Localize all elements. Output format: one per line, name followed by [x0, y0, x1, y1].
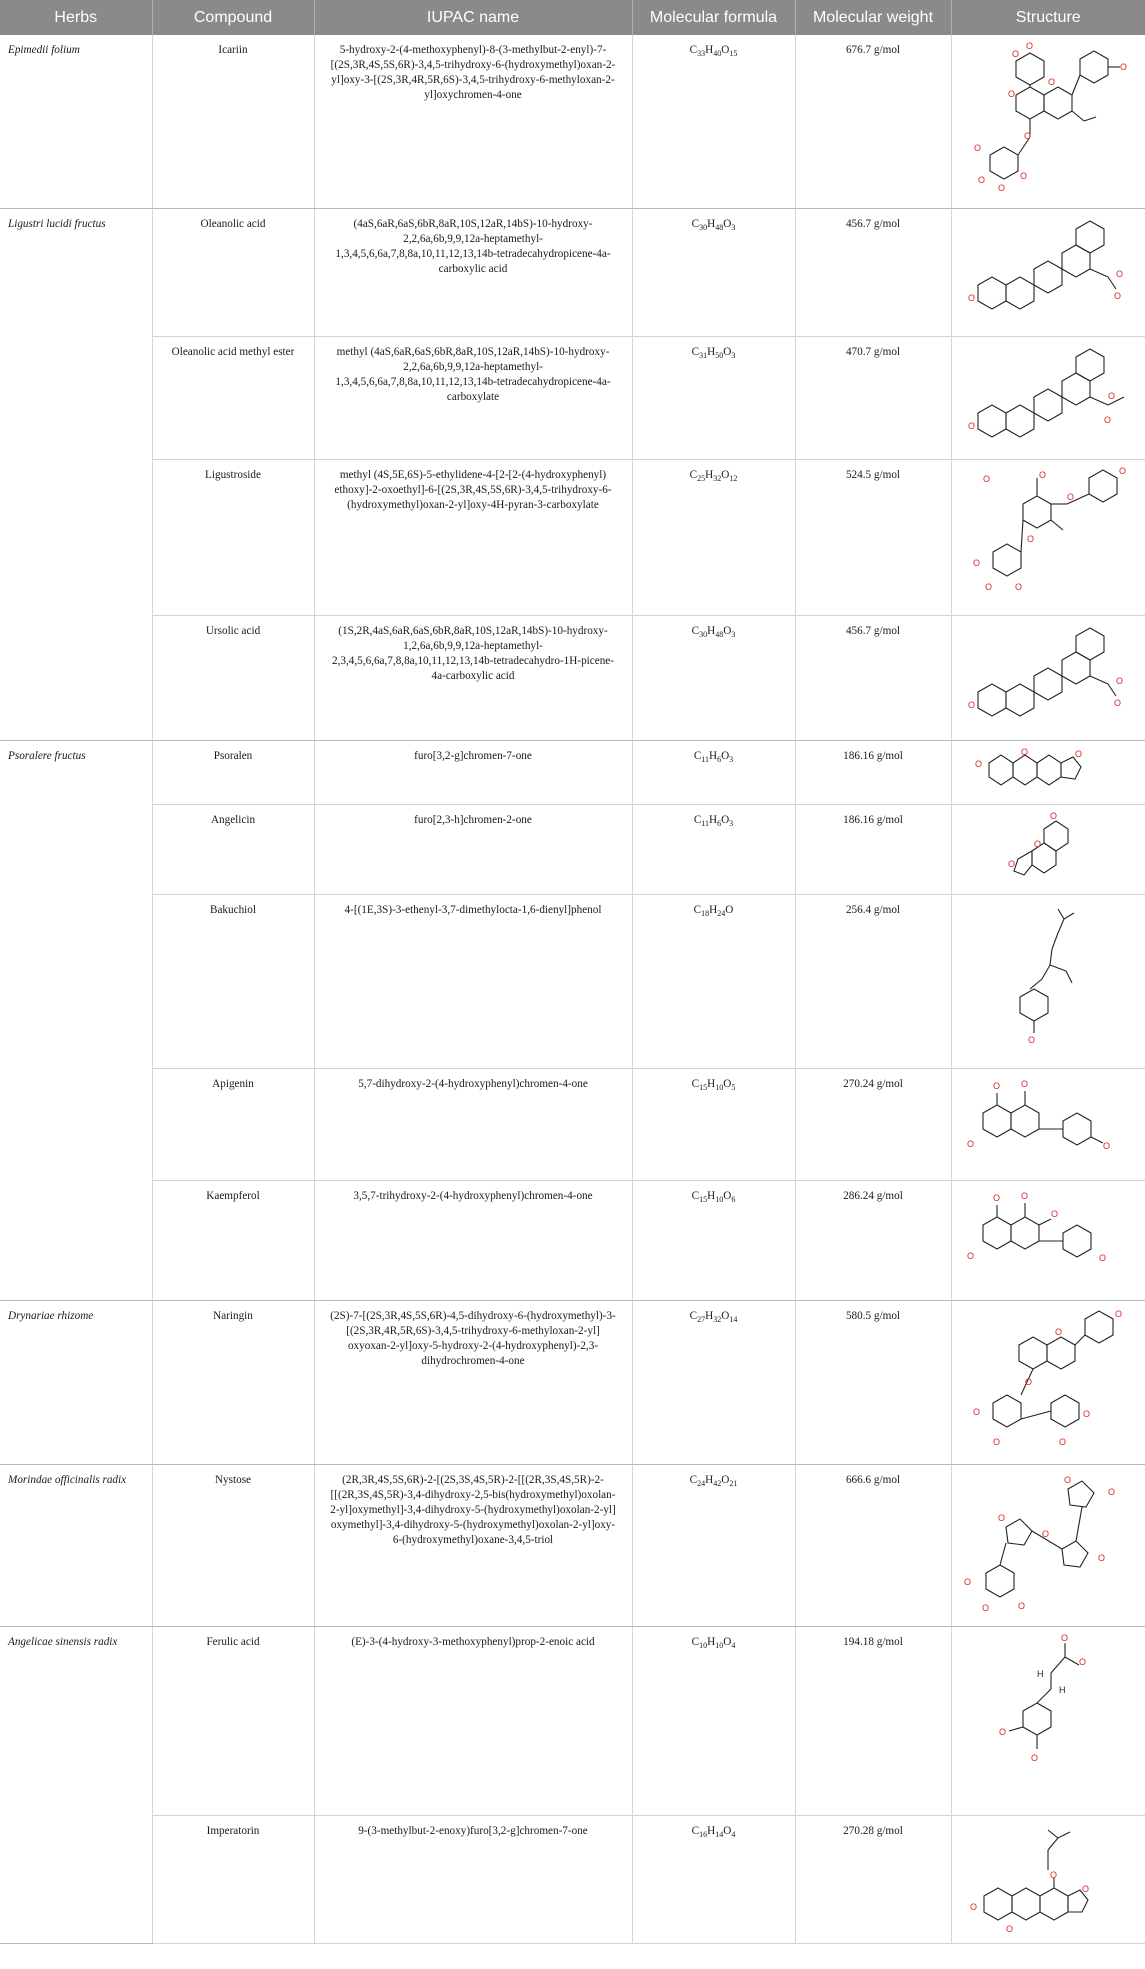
molecular-formula-cell: [632, 615, 795, 740]
structure-cell: [951, 1464, 1145, 1626]
column-header-molecular-weight: Molecular weight: [795, 0, 951, 35]
formula-subscript: 21: [729, 1478, 738, 1488]
atom-label: O: [1099, 1252, 1107, 1263]
structure-cell: [951, 804, 1145, 894]
formula-element: C: [693, 749, 702, 762]
formula-subscript: 48: [715, 222, 724, 232]
naringin-structure-icon: [963, 1305, 1133, 1455]
atom-label: O: [982, 1602, 990, 1613]
formula-subscript: 42: [713, 1478, 722, 1488]
atom-label: O: [1021, 1078, 1029, 1089]
formula-element: H: [705, 44, 714, 56]
atom-label: O: [964, 1576, 972, 1587]
atom-label: O: [1108, 390, 1116, 401]
molecular-weight-cell: 470.7 g/mol: [795, 336, 951, 459]
table-row: [0, 35, 1145, 208]
formula-element: H: [708, 813, 718, 826]
atom-label: O: [1034, 838, 1042, 849]
formula-subscript: 6: [731, 1194, 736, 1204]
formula-element: O: [723, 1189, 732, 1202]
atom-label: O: [1083, 1408, 1091, 1419]
bakuchiol-structure-icon: [988, 899, 1108, 1059]
formula-subscript: 32: [713, 1314, 722, 1324]
oleanolic-acid-structure-icon: [968, 213, 1128, 323]
herb-cell: Psoralere fructus: [0, 740, 152, 1300]
formula-subscript: 15: [699, 1194, 708, 1204]
molecular-formula-cell: [632, 1626, 795, 1815]
formula-subscript: 11: [701, 754, 709, 764]
formula-element: C: [691, 1824, 700, 1837]
compound-cell: Oleanolic acid methyl ester: [152, 336, 314, 459]
apigenin-structure-icon: [963, 1073, 1133, 1173]
formula-subscript: 24: [717, 908, 726, 918]
atom-label: O: [1104, 414, 1112, 425]
atom-label: O: [999, 1726, 1007, 1737]
molecular-formula-cell: [632, 1464, 795, 1626]
formula-element: H: [707, 345, 716, 358]
formula-element: H: [707, 1077, 716, 1090]
formula-element: O: [721, 1309, 730, 1322]
structure-cell: [951, 894, 1145, 1068]
molecular-formula-cell: [632, 35, 795, 208]
structure-cell: [951, 35, 1145, 208]
molecular-formula-cell: [632, 894, 795, 1068]
compound-cell: Oleanolic acid: [152, 208, 314, 336]
formula-subscript: 32: [713, 473, 722, 483]
compound-cell: Naringin: [152, 1300, 314, 1464]
molecular-weight-cell: 666.6 g/mol: [795, 1464, 951, 1626]
atom-label: O: [975, 758, 983, 769]
formula-element: O: [721, 749, 730, 762]
formula-subscript: 12: [729, 473, 738, 483]
atom-label: O: [967, 1250, 975, 1261]
iupac-name-cell: furo[3,2-g]chromen-7-one: [314, 740, 632, 804]
formula-subscript: 40: [713, 49, 722, 59]
formula-element: C: [691, 1077, 700, 1090]
formula-element: O: [723, 1077, 732, 1090]
formula-subscript: 31: [699, 350, 708, 360]
formula-subscript: 10: [699, 1640, 708, 1650]
column-header-structure: Structure: [951, 0, 1145, 35]
molecular-formula-cell: [632, 1815, 795, 1943]
molecular-formula-cell: [632, 208, 795, 336]
angelicin-structure-icon: [988, 809, 1108, 889]
atom-label: O: [968, 420, 976, 431]
header-row: [0, 0, 1145, 35]
atom-label: O: [1075, 748, 1083, 759]
atom-label: O: [1108, 1486, 1116, 1497]
atom-label: O: [998, 183, 1006, 193]
iupac-name-cell: methyl (4aS,6aR,6aS,6bR,8aR,10S,12aR,14bS)-10-hydroxy-2,2,6a,6b,9,9,12a-heptamethyl-1,3,4,5,6,6a,7,8,8a,10,11,12,13,14b-tetradecahydropicene-4a-carboxylate: [314, 336, 632, 459]
column-header-herbs: Herbs: [0, 0, 152, 35]
iupac-name-cell: 5,7-dihydroxy-2-(4-hydroxyphenyl)chromen-4-one: [314, 1068, 632, 1180]
formula-subscript: 48: [715, 629, 724, 639]
iupac-name-cell: 4-[(1E,3S)-3-ethenyl-3,7-dimethylocta-1,6-dienyl]phenol: [314, 894, 632, 1068]
formula-subscript: 10: [715, 1640, 724, 1650]
molecular-formula-cell: [632, 740, 795, 804]
formula-element: H: [709, 903, 718, 916]
structure-cell: [951, 208, 1145, 336]
herb-cell: Morindae officinalis radix: [0, 1464, 152, 1626]
atom-label: O: [1025, 1376, 1033, 1387]
atom-label: O: [1015, 581, 1023, 592]
formula-subscript: 3: [729, 818, 734, 828]
atom-label: O: [1055, 1326, 1063, 1337]
column-header-iupac-name: IUPAC name: [314, 0, 632, 35]
compound-cell: Ferulic acid: [152, 1626, 314, 1815]
formula-subscript: 3: [729, 754, 734, 764]
ursolic-acid-structure-icon: [968, 620, 1128, 730]
formula-subscript: 30: [699, 629, 708, 639]
table-row: [0, 1180, 1145, 1300]
table-row: [0, 740, 1145, 804]
formula-element: H: [705, 1473, 714, 1486]
table-row: [0, 1815, 1145, 1943]
molecular-weight-cell: 286.24 g/mol: [795, 1180, 951, 1300]
formula-subscript: 18: [701, 908, 710, 918]
iupac-name-cell: 5-hydroxy-2-(4-methoxyphenyl)-8-(3-methylbut-2-enyl)-7-[(2S,3R,4S,5S,6R)-3,4,5-trihydroxy-6-(hydroxymethyl)oxan-2-yl]oxy-3-[(2S,3R,4R,5R,6S)-3,4,5-trihydroxy-6-methyloxan-2-yl]oxychromen-4-one: [314, 35, 632, 208]
atom-label: O: [1064, 1474, 1072, 1485]
formula-subscript: 24: [697, 1478, 706, 1488]
structure-cell: [951, 1626, 1145, 1815]
ligustroside-structure-icon: [963, 464, 1133, 604]
formula-element: C: [691, 217, 700, 230]
atom-label: O: [1012, 49, 1020, 59]
formula-element: C: [693, 903, 702, 916]
atom-label: O: [970, 1901, 978, 1912]
atom-label: H: [1037, 1668, 1044, 1679]
atom-label: O: [1020, 171, 1028, 181]
atom-label: O: [983, 473, 991, 484]
atom-label: O: [1050, 810, 1058, 821]
molecular-formula-cell: [632, 1180, 795, 1300]
formula-element: O: [725, 903, 734, 916]
atom-label: O: [1028, 1034, 1036, 1045]
formula-element: H: [707, 624, 716, 637]
atom-label: O: [1027, 533, 1035, 544]
formula-element: H: [707, 217, 716, 230]
compound-cell: Ursolic acid: [152, 615, 314, 740]
molecular-formula-cell: [632, 1300, 795, 1464]
formula-subscript: 10: [715, 1194, 724, 1204]
atom-label: O: [993, 1192, 1001, 1203]
compound-cell: Icariin: [152, 35, 314, 208]
formula-subscript: 4: [731, 1829, 736, 1839]
iupac-name-cell: (2R,3R,4S,5S,6R)-2-[(2S,3S,4S,5R)-2-[[(2R,3S,4S,5R)-2-[[(2R,3S,4S,5R)-3,4-dihydroxy-2,5-bis(hydroxymethyl)oxolan-2-yl]oxymethyl]-3,4-dihydroxy-5-(hydroxymethyl)oxolan-2-yl] oxymethyl]-3,4-dihydroxy-5-(hydroxymethyl)oxolan-2-yl]oxy-6-(hydroxymethyl)oxane-3,4,5-triol: [314, 1464, 632, 1626]
atom-label: O: [1120, 62, 1128, 72]
iupac-name-cell: (E)-3-(4-hydroxy-3-methoxyphenyl)prop-2-enoic acid: [314, 1626, 632, 1815]
atom-label: O: [1061, 1632, 1069, 1643]
herb-cell: Angelicae sinensis radix: [0, 1626, 152, 1943]
oleanolic-acid-methyl-ester-structure-icon: [968, 341, 1128, 451]
formula-element: O: [723, 1635, 732, 1648]
molecular-weight-cell: 676.7 g/mol: [795, 35, 951, 208]
atom-label: O: [1006, 1923, 1014, 1934]
column-header-compound: Compound: [152, 0, 314, 35]
formula-element: O: [723, 217, 732, 230]
iupac-name-cell: furo[2,3-h]chromen-2-one: [314, 804, 632, 894]
nystose-structure-icon: [958, 1469, 1138, 1619]
compound-cell: Imperatorin: [152, 1815, 314, 1943]
formula-subscript: 15: [699, 1082, 708, 1092]
kaempferol-structure-icon: [963, 1185, 1133, 1285]
table-row: [0, 804, 1145, 894]
table-row: [0, 615, 1145, 740]
atom-label: O: [1103, 1140, 1111, 1151]
molecular-weight-cell: 524.5 g/mol: [795, 459, 951, 615]
iupac-name-cell: (4aS,6aR,6aS,6bR,8aR,10S,12aR,14bS)-10-hydroxy-2,2,6a,6b,9,9,12a-heptamethyl-1,3,4,5,6,6a,7,8,8a,10,11,12,13,14b-tetradecahydropicene-4a-carboxylic acid: [314, 208, 632, 336]
table-row: [0, 459, 1145, 615]
atom-label: O: [1031, 1752, 1039, 1763]
atom-label: O: [1098, 1552, 1106, 1563]
compound-cell: Nystose: [152, 1464, 314, 1626]
structure-cell: [951, 459, 1145, 615]
compound-cell: Apigenin: [152, 1068, 314, 1180]
atom-label: O: [998, 1512, 1006, 1523]
iupac-name-cell: (2S)-7-[(2S,3R,4S,5S,6R)-4,5-dihydroxy-6-(hydroxymethyl)-3-[(2S,3R,4R,5R,6S)-3,4,5-trihydroxy-6-methyloxan-2-yl] oxyoxan-2-yl]oxy-5-hydroxy-2-(4-hydroxyphenyl)-2,3-dihydrochromen-4-one: [314, 1300, 632, 1464]
formula-subscript: 14: [715, 1829, 724, 1839]
formula-element: H: [707, 1189, 716, 1202]
formula-element: O: [723, 1824, 732, 1837]
iupac-name-cell: (1S,2R,4aS,6aR,6aS,6bR,8aR,10S,12aR,14bS)-10-hydroxy-1,2,6a,6b,9,9,12a-heptamethyl-2,3,4,5,6,6a,7,8,8a,10,11,12,13,14b-tetradecahydro-1H-picene-4a-carboxylic acid: [314, 615, 632, 740]
atom-label: O: [1114, 697, 1122, 708]
formula-subscript: 6: [717, 754, 722, 764]
iupac-name-cell: 3,5,7-trihydroxy-2-(4-hydroxyphenyl)chromen-4-one: [314, 1180, 632, 1300]
structure-cell: [951, 336, 1145, 459]
structure-cell: [951, 615, 1145, 740]
formula-subscript: 6: [717, 818, 722, 828]
molecular-formula-cell: [632, 336, 795, 459]
atom-label: O: [978, 175, 986, 185]
formula-element: C: [691, 624, 700, 637]
formula-subscript: 30: [699, 222, 708, 232]
molecular-weight-cell: 270.24 g/mol: [795, 1068, 951, 1180]
atom-label: O: [985, 581, 993, 592]
formula-subscript: 33: [697, 49, 706, 59]
formula-subscript: 25: [697, 473, 706, 483]
table-row: [0, 1068, 1145, 1180]
molecular-weight-cell: 194.18 g/mol: [795, 1626, 951, 1815]
formula-element: C: [689, 1473, 698, 1486]
table-row: [0, 1464, 1145, 1626]
formula-subscript: 15: [729, 49, 738, 59]
herb-cell: Epimedii folium: [0, 35, 152, 208]
formula-subscript: 27: [697, 1314, 706, 1324]
formula-element: H: [708, 749, 718, 762]
iupac-name-cell: 9-(3-methylbut-2-enoxy)furo[3,2-g]chromen-7-one: [314, 1815, 632, 1943]
atom-label: O: [1050, 1869, 1058, 1880]
column-header-molecular-formula: Molecular formula: [632, 0, 795, 35]
atom-label: O: [1042, 1528, 1050, 1539]
imperatorin-structure-icon: [968, 1820, 1128, 1935]
formula-element: O: [721, 468, 730, 481]
molecular-weight-cell: 456.7 g/mol: [795, 615, 951, 740]
atom-label: O: [1114, 290, 1122, 301]
compound-cell: Psoralen: [152, 740, 314, 804]
atom-label: O: [1051, 1208, 1059, 1219]
ferulic-acid-structure-icon: [973, 1631, 1123, 1806]
molecular-weight-cell: 270.28 g/mol: [795, 1815, 951, 1943]
atom-label: O: [1119, 465, 1127, 476]
structure-cell: [951, 1068, 1145, 1180]
formula-element: O: [723, 345, 732, 358]
formula-subscript: 3: [731, 350, 736, 360]
atom-label: O: [1082, 1883, 1090, 1894]
atom-label: O: [974, 143, 982, 153]
compound-cell: Bakuchiol: [152, 894, 314, 1068]
structure-cell: [951, 1300, 1145, 1464]
formula-element: C: [689, 1309, 698, 1322]
formula-element: C: [691, 1635, 700, 1648]
atom-label: O: [1026, 41, 1034, 51]
molecular-formula-cell: [632, 1068, 795, 1180]
formula-element: O: [721, 813, 730, 826]
formula-subscript: 11: [701, 818, 709, 828]
formula-element: O: [721, 1473, 730, 1486]
formula-subscript: 3: [731, 629, 736, 639]
atom-label: O: [1067, 491, 1075, 502]
table-row: [0, 894, 1145, 1068]
formula-subscript: 50: [715, 350, 724, 360]
formula-element: O: [723, 624, 732, 637]
table-row: [0, 336, 1145, 459]
table-row: [0, 1626, 1145, 1815]
formula-element: H: [707, 1824, 716, 1837]
formula-element: H: [705, 1309, 714, 1322]
atom-label: O: [1024, 131, 1032, 141]
formula-subscript: 3: [731, 222, 736, 232]
formula-element: C: [693, 813, 702, 826]
formula-element: C: [689, 44, 698, 56]
molecular-weight-cell: 186.16 g/mol: [795, 804, 951, 894]
molecular-formula-cell: [632, 804, 795, 894]
formula-subscript: 16: [699, 1829, 708, 1839]
compound-cell: Kaempferol: [152, 1180, 314, 1300]
compound-cell: Angelicin: [152, 804, 314, 894]
formula-subscript: 10: [715, 1082, 724, 1092]
formula-element: C: [689, 468, 698, 481]
table-row: [0, 1300, 1145, 1464]
formula-element: C: [691, 1189, 700, 1202]
formula-subscript: 14: [729, 1314, 738, 1324]
herb-cell: Drynariae rhizome: [0, 1300, 152, 1464]
atom-label: O: [973, 557, 981, 568]
atom-label: O: [1116, 675, 1124, 686]
formula-element: C: [691, 345, 700, 358]
compound-cell: Ligustroside: [152, 459, 314, 615]
atom-label: O: [1008, 858, 1016, 869]
atom-label: O: [1115, 1308, 1123, 1319]
formula-element: H: [707, 1635, 716, 1648]
iupac-name-cell: methyl (4S,5E,6S)-5-ethylidene-4-[2-[2-(4-hydroxyphenyl) ethoxy]-2-oxoethyl]-6-[(2S,3R,4S,5S,6R)-3,4,5-trihydroxy-6-(hydroxymethyl)oxan-2-yl]oxy-4H-pyran-3-carboxylate: [314, 459, 632, 615]
atom-label: O: [967, 1138, 975, 1149]
atom-label: O: [1116, 268, 1124, 279]
atom-label: O: [993, 1436, 1001, 1447]
formula-subscript: 4: [731, 1640, 736, 1650]
herb-cell: Ligustri lucidi fructus: [0, 208, 152, 740]
molecular-weight-cell: 580.5 g/mol: [795, 1300, 951, 1464]
table-row: [0, 208, 1145, 336]
atom-label: O: [1059, 1436, 1067, 1447]
molecular-weight-cell: 456.7 g/mol: [795, 208, 951, 336]
atom-label: O: [1018, 1600, 1026, 1611]
atom-label: O: [1021, 1190, 1029, 1201]
psoralen-structure-icon: [973, 745, 1123, 795]
atom-label: O: [1039, 469, 1047, 480]
icariin-structure-icon: [968, 39, 1128, 199]
atom-label: O: [1079, 1656, 1087, 1667]
structure-cell: [951, 740, 1145, 804]
atom-label: O: [1008, 89, 1016, 99]
molecular-weight-cell: 186.16 g/mol: [795, 740, 951, 804]
formula-element: H: [705, 468, 714, 481]
atom-label: O: [973, 1406, 981, 1417]
molecular-formula-cell: [632, 459, 795, 615]
atom-label: O: [968, 699, 976, 710]
formula-subscript: 5: [731, 1082, 736, 1092]
atom-label: O: [993, 1080, 1001, 1091]
structure-cell: [951, 1815, 1145, 1943]
atom-label: O: [968, 292, 976, 303]
formula-element: O: [721, 44, 730, 56]
molecular-weight-cell: 256.4 g/mol: [795, 894, 951, 1068]
atom-label: O: [1021, 746, 1029, 757]
atom-label: H: [1059, 1684, 1066, 1695]
atom-label: O: [1048, 77, 1056, 87]
structure-cell: [951, 1180, 1145, 1300]
